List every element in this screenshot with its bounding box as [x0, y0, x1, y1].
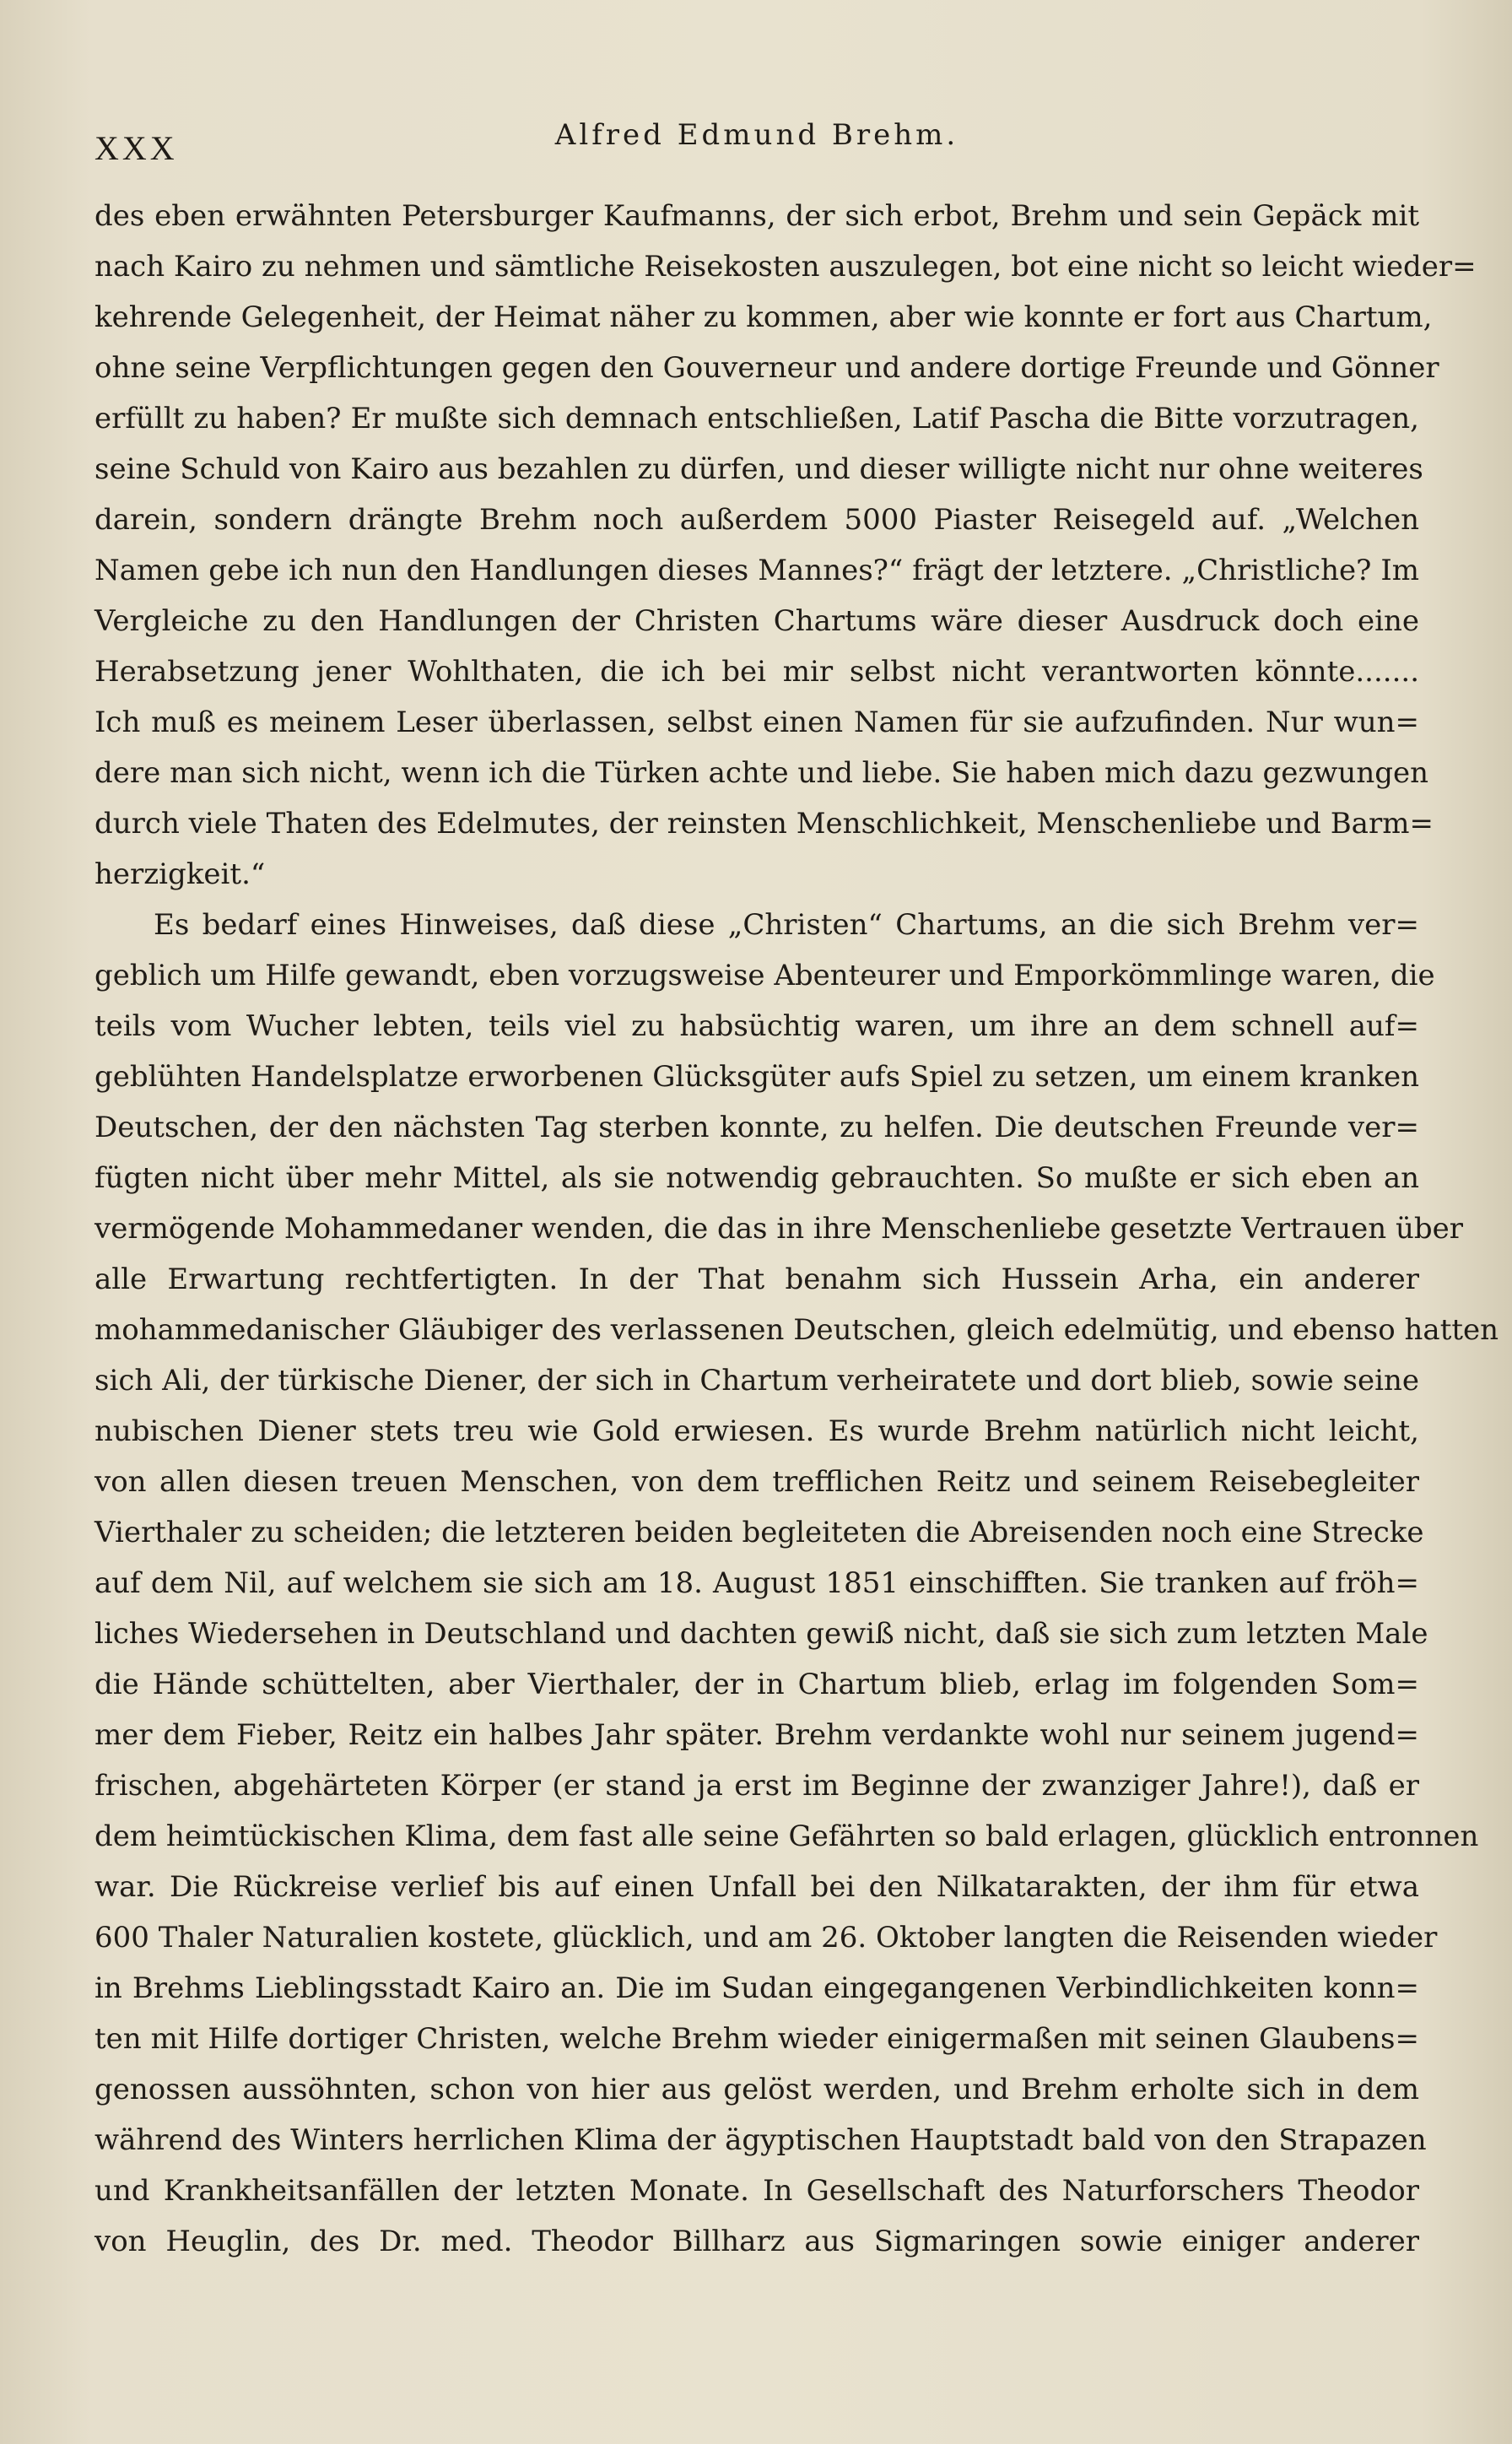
text-line: herzigkeit.“ — [94, 857, 266, 891]
text-line: von Heuglin, des Dr. med. Theodor Billharz aus Sigmaringen sowie einiger anderer — [94, 2225, 1419, 2258]
text-line: vermögende Mohammedaner wenden, die das in ihre Menschenliebe gesetzte Vertrauen über — [94, 1212, 1464, 1246]
text-line: die Hände schüttelten, aber Vierthaler, der in Chartum blieb, erlag im folgenden Som= — [94, 1668, 1419, 1701]
text-line: teils vom Wucher lebten, teils viel zu habsüchtig waren, um ihre an dem schnell auf= — [94, 1009, 1419, 1043]
text-line: seine Schuld von Kairo aus bezahlen zu dürfen, und dieser willigte nicht nur ohne weiteres — [94, 452, 1423, 486]
text-line: erfüllt zu haben? Er mußte sich demnach entschließen, Latif Pascha die Bitte vorzutragen, — [94, 402, 1419, 435]
running-title: Alfred Edmund Brehm. — [554, 118, 959, 152]
text-line: Vierthaler zu scheiden; die letzteren beiden begleiteten die Abreisenden noch eine Strecke — [94, 1516, 1424, 1549]
text-line: in Brehms Lieblingsstadt Kairo an. Die im Sudan eingegangenen Verbindlichkeiten konn= — [94, 1971, 1419, 2005]
text-line: Namen gebe ich nun den Handlungen dieses Mannes?“ frägt der letztere. „Christliche? Im — [94, 554, 1419, 587]
text-line: des eben erwähnten Petersburger Kaufmanns, der sich erbot, Brehm und sein Gepäck mit — [94, 199, 1419, 233]
text-line: nach Kairo zu nehmen und sämtliche Reisekosten auszulegen, bot eine nicht so leicht wieder= — [94, 250, 1477, 284]
text-line: geblich um Hilfe gewandt, eben vorzugsweise Abenteurer und Emporkömmlinge waren, die — [94, 959, 1435, 992]
text-line: sich Ali, der türkische Diener, der sich in Chartum verheiratete und dort blieb, sowie seine — [94, 1364, 1419, 1398]
text-line: Vergleiche zu den Handlungen der Christen Chartums wäre dieser Ausdruck doch eine — [94, 604, 1419, 638]
page-header — [94, 118, 1419, 169]
text-line: von allen diesen treuen Menschen, von dem trefflichen Reitz und seinem Reisebegleiter — [94, 1465, 1419, 1499]
body-text — [94, 191, 1499, 2267]
text-line: mohammedanischer Gläubiger des verlassenen Deutschen, gleich edelmütig, und ebenso hatten — [94, 1313, 1499, 1347]
text-line: dem heimtückischen Klima, dem fast alle seine Gefährten so bald erlagen, glücklich entronnen — [94, 1819, 1479, 1853]
text-line: Ich muß es meinem Leser überlassen, selbst einen Namen für sie aufzufinden. Nur wun= — [94, 706, 1419, 739]
text-line: war. Die Rückreise verlief bis auf einen Unfall bei den Nilkatarakten, der ihm für etwa — [94, 1870, 1419, 1904]
text-line: 600 Thaler Naturalien kostete, glücklich, und am 26. Oktober langten die Reisenden wieder — [94, 1921, 1438, 1955]
text-line: ten mit Hilfe dortiger Christen, welche Brehm wieder einigermaßen mit seinen Glaubens= — [94, 2022, 1419, 2056]
text-line: während des Winters herrlichen Klima der ägyptischen Hauptstadt bald von den Strapazen — [94, 2123, 1427, 2157]
text-line: und Krankheitsanfällen der letzten Monate. In Gesellschaft des Naturforschers Theodor — [94, 2174, 1419, 2208]
text-line: Deutschen, der den nächsten Tag sterben konnte, zu helfen. Die deutschen Freunde ver= — [94, 1111, 1419, 1144]
text-line: liches Wiedersehen in Deutschland und dachten gewiß nicht, daß sie sich zum letzten Male — [94, 1617, 1428, 1651]
text-line: Herabsetzung jener Wohlthaten, die ich bei mir selbst nicht verantworten könnte....... — [94, 655, 1419, 689]
text-line: darein, sondern drängte Brehm noch außerdem 5000 Piaster Reisegeld auf. „Welchen — [94, 503, 1419, 537]
page-number: XXX — [94, 129, 178, 167]
text-line: mer dem Fieber, Reitz ein halbes Jahr später. Brehm verdankte wohl nur seinem jugend= — [94, 1718, 1419, 1752]
text-line: dere man sich nicht, wenn ich die Türken achte und liebe. Sie haben mich dazu gezwungen — [94, 756, 1428, 790]
text-line: genossen aussöhnten, schon von hier aus gelöst werden, und Brehm erholte sich in dem — [94, 2073, 1419, 2106]
text-line: Es bedarf eines Hinweises, daß diese „Christen“ Chartums, an die sich Brehm ver= — [154, 908, 1419, 942]
text-line: auf dem Nil, auf welchem sie sich am 18. August 1851 einschifften. Sie tranken auf fröh= — [94, 1566, 1419, 1600]
text-line: ohne seine Verpflichtungen gegen den Gouverneur und andere dortige Freunde und Gönner — [94, 351, 1439, 385]
text-line: alle Erwartung rechtfertigten. In der That benahm sich Hussein Arha, ein anderer — [94, 1263, 1419, 1296]
text-line: durch viele Thaten des Edelmutes, der reinsten Menschlichkeit, Menschenliebe und Barm= — [94, 807, 1434, 841]
text-line: frischen, abgehärteten Körper (er stand ja erst im Beginne der zwanziger Jahre!), daß er — [94, 1769, 1419, 1803]
text-line: nubischen Diener stets treu wie Gold erwiesen. Es wurde Brehm natürlich nicht leicht, — [94, 1414, 1419, 1448]
text-line: geblühten Handelsplatze erworbenen Glücksgüter aufs Spiel zu setzen, um einem kranken — [94, 1060, 1419, 1094]
text-line: fügten nicht über mehr Mittel, als sie notwendig gebrauchten. So mußte er sich eben an — [94, 1161, 1419, 1195]
text-line: kehrende Gelegenheit, der Heimat näher zu kommen, aber wie konnte er fort aus Chartum, — [94, 300, 1433, 334]
